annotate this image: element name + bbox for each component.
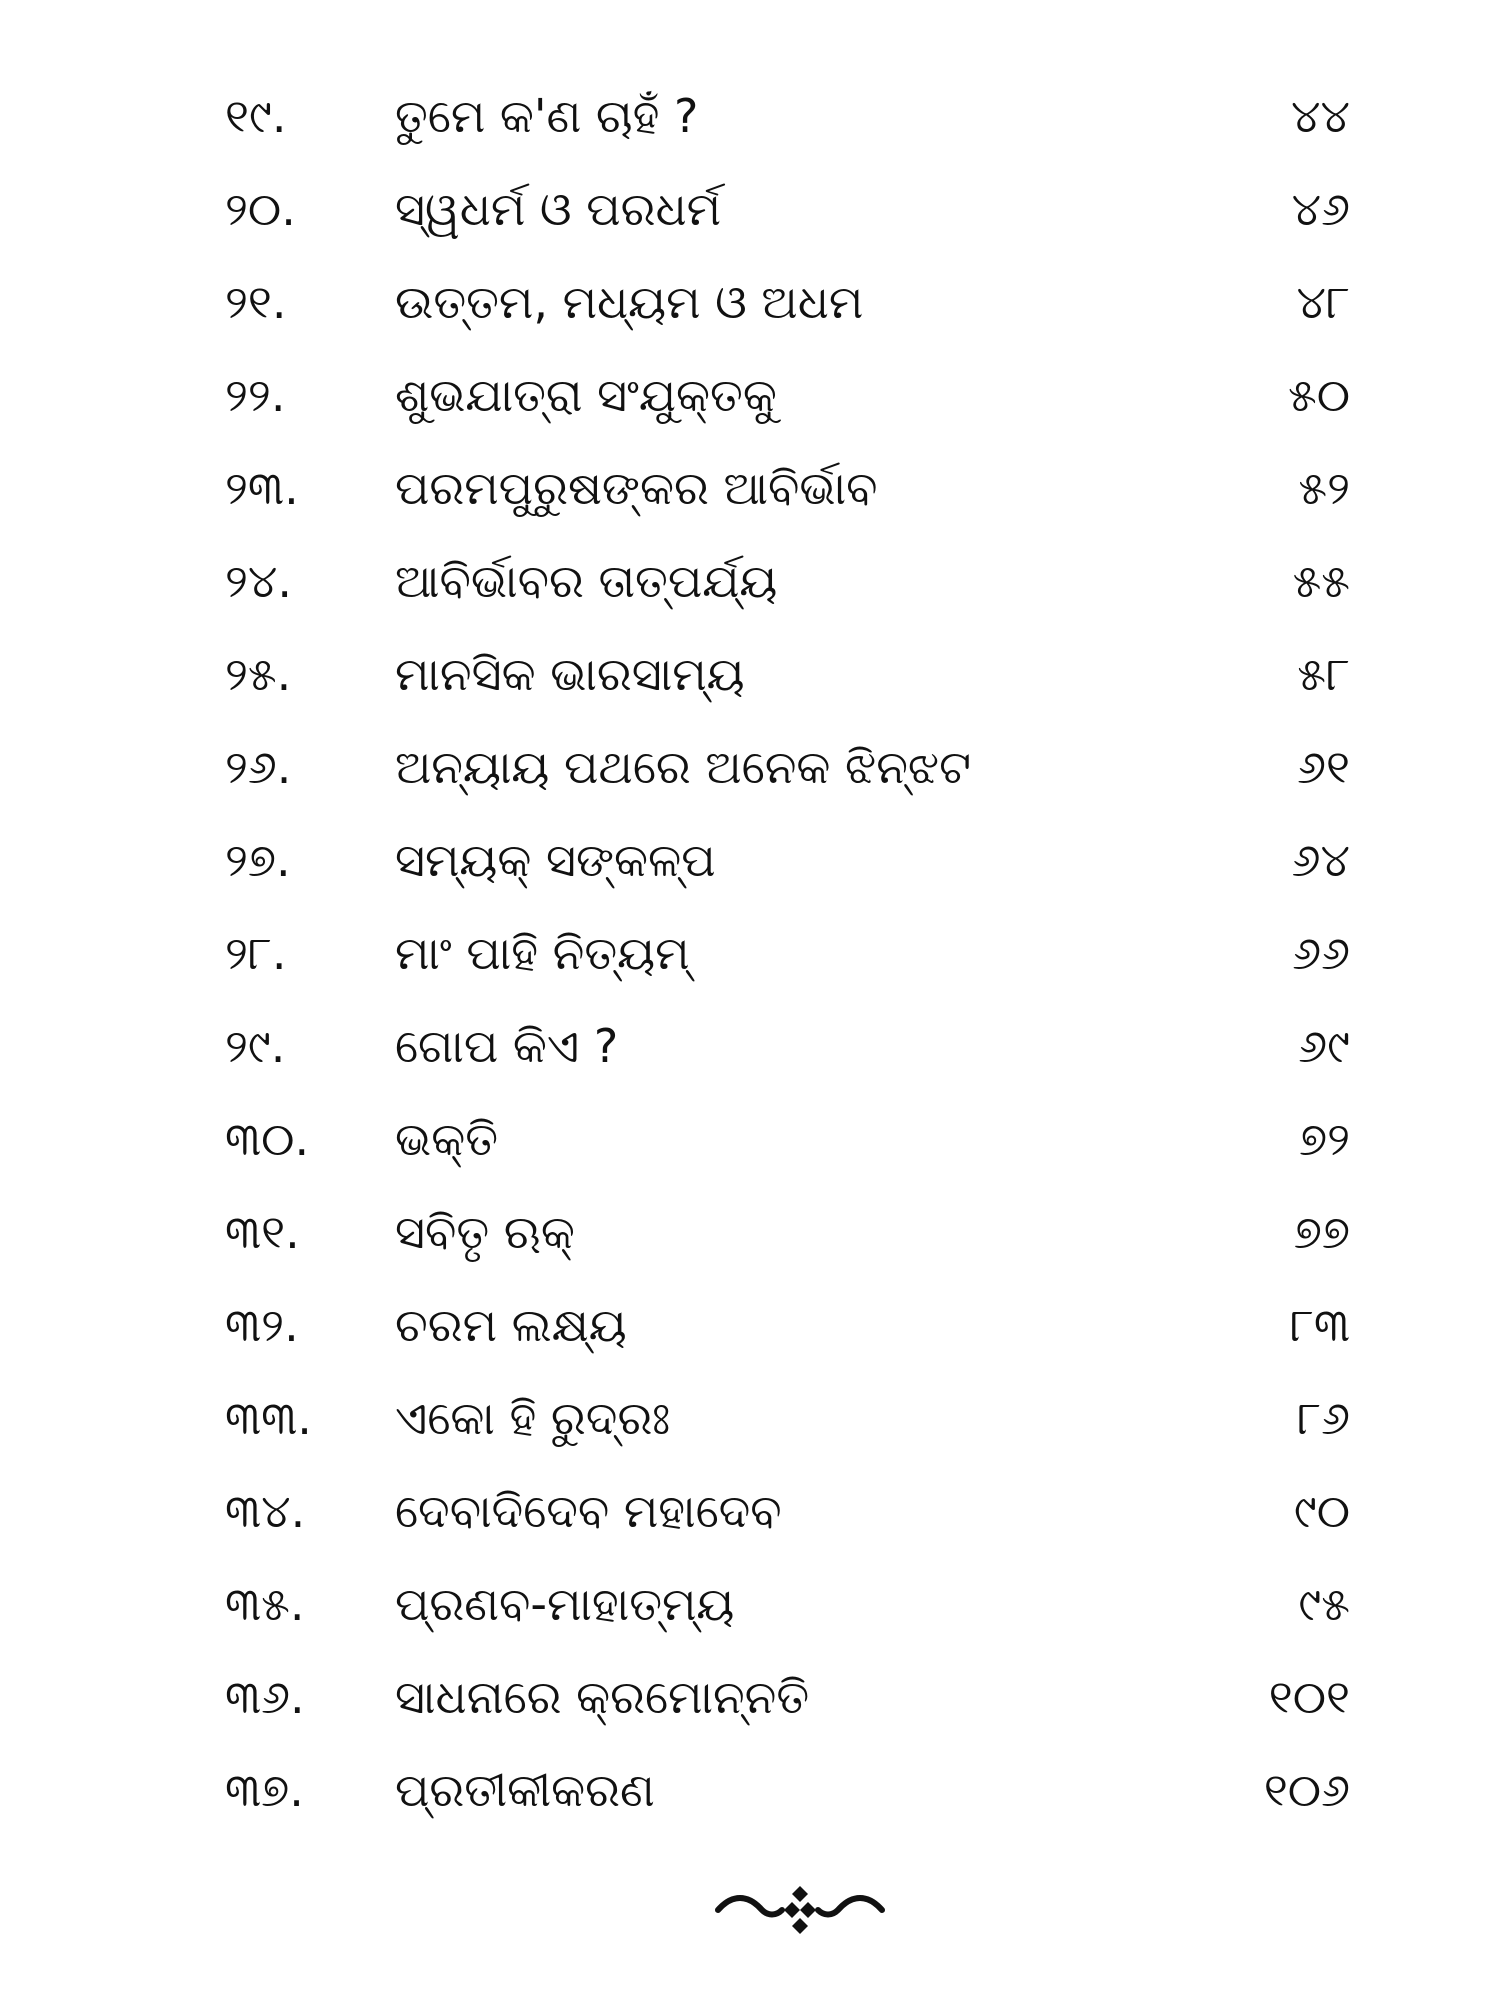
entry-number: ୩୬. [225, 1670, 305, 1724]
entry-number: ୩୪. [225, 1484, 306, 1538]
toc-entry [0, 1558, 1500, 1651]
entry-page-number: ୪୪ [1291, 89, 1350, 143]
entry-title: ପରମପୁରୁଷଙ୍କର ଆବିର୍ଭାବ [395, 461, 878, 515]
entry-number: ୨୯. [225, 1019, 286, 1073]
entry-page-number: ୬୯ [1298, 1019, 1350, 1073]
entry-page-number: ୫୨ [1298, 461, 1350, 515]
entry-title: ସମ୍ୟକ୍ ସଙ୍କଳ୍ପ [395, 833, 716, 887]
entry-page-number: ୬୪ [1291, 833, 1350, 887]
entry-page-number: ୫୦ [1287, 368, 1350, 422]
entry-page-number: ୧୦୬ [1263, 1763, 1350, 1817]
entry-title: ଦେବାଦିଦେବ ମହାଦେବ [395, 1484, 782, 1538]
toc-entry [0, 442, 1500, 535]
entry-number: ୩୫. [225, 1577, 305, 1631]
entry-page-number: ୫୫ [1292, 554, 1350, 608]
entry-number: ୨୩. [225, 461, 299, 515]
entry-title: ଅନ୍ୟାୟ ପଥରେ ଅନେକ ଝିନ୍ଝଟ [395, 740, 972, 794]
entry-page-number: ୬୬ [1292, 926, 1350, 980]
entry-page-number: ୧୦୧ [1268, 1670, 1350, 1724]
entry-title: ତୁମେ କ'ଣ ଚାହଁ ? [395, 89, 699, 143]
entry-page-number: ୬୧ [1297, 740, 1350, 794]
entry-title: ଏକୋ ହି ରୁଦ୍ରଃ [395, 1391, 671, 1445]
entry-number: ୩୭. [225, 1763, 304, 1817]
toc-entry [0, 628, 1500, 721]
entry-number: ୨୪. [225, 554, 293, 608]
entry-number: ୨୦. [225, 182, 296, 236]
toc-entry [0, 814, 1500, 907]
entry-page-number: ୮୩ [1289, 1298, 1350, 1352]
entry-title: ପ୍ରଣବ-ମାହାତ୍ମ୍ୟ [395, 1577, 735, 1631]
entry-page-number: ୭୭ [1293, 1205, 1350, 1259]
entry-title: ମାନସିକ ଭାରସାମ୍ୟ [395, 647, 745, 701]
toc-entry [0, 256, 1500, 349]
toc-entry [0, 1000, 1500, 1093]
entry-title: ଉତ୍ତମ, ମଧ୍ୟମ ଓ ଅଧମ [395, 275, 864, 329]
entry-number: ୩୨. [225, 1298, 299, 1352]
entry-title: ଭକ୍ତି [395, 1112, 498, 1166]
toc-entry [0, 1651, 1500, 1744]
entry-number: ୨୬. [225, 740, 292, 794]
toc-entry [0, 535, 1500, 628]
entry-page-number: ୫୮ [1297, 647, 1350, 701]
toc-entry [0, 721, 1500, 814]
entry-number: ୨୮. [225, 926, 287, 980]
entry-number: ୨୨. [225, 368, 286, 422]
entry-title: ପ୍ରତୀକୀକରଣ [395, 1763, 655, 1817]
entry-page-number: ୭୨ [1298, 1112, 1350, 1166]
toc-entry [0, 1093, 1500, 1186]
entry-title: ଚରମ ଲକ୍ଷ୍ୟ [395, 1298, 627, 1352]
entry-number: ୨୭. [225, 833, 291, 887]
entry-title: ସବିତୃ ଋକ୍ [395, 1205, 575, 1259]
toc-entry [0, 1186, 1500, 1279]
entry-number: ୩୧. [225, 1205, 300, 1259]
entry-page-number: ୯୦ [1293, 1484, 1350, 1538]
toc-entry [0, 349, 1500, 442]
toc-entry [0, 1279, 1500, 1372]
entry-number: ୩୦. [225, 1112, 310, 1166]
toc-entry [0, 1465, 1500, 1558]
entry-page-number: ୪୬ [1291, 182, 1350, 236]
diamond-flourish-icon [710, 1880, 890, 1940]
toc-entry [0, 907, 1500, 1000]
entry-number: ୨୫. [225, 647, 292, 701]
entry-number: ୩୩. [225, 1391, 312, 1445]
toc-entry [0, 163, 1500, 256]
entry-title: ଆବିର୍ଭାବର ତାତ୍ପର୍ଯ୍ୟ [395, 554, 778, 608]
entry-page-number: ୪୮ [1296, 275, 1350, 329]
entry-number: ୧୯. [225, 89, 287, 143]
entry-title: ଶୁଭଯାତ୍ରା ସଂଯୁକ୍ତକୁ [395, 368, 777, 422]
entry-title: ଗୋପ କିଏ ? [395, 1019, 619, 1073]
entry-page-number: ୯୫ [1298, 1577, 1350, 1631]
table-of-contents [0, 70, 1500, 1837]
toc-entry [0, 70, 1500, 163]
toc-entry [0, 1372, 1500, 1465]
entry-title: ମାଂ ପାହି ନିତ୍ୟମ୍ [395, 926, 690, 980]
entry-page-number: ୮୬ [1297, 1391, 1350, 1445]
entry-number: ୨୧. [225, 275, 287, 329]
entry-title: ସ୍ୱଧର୍ମ ଓ ପରଧର୍ମ [395, 182, 722, 236]
entry-title: ସାଧନାରେ କ୍ରମୋନ୍ନତି [395, 1670, 810, 1724]
toc-entry [0, 1744, 1500, 1837]
